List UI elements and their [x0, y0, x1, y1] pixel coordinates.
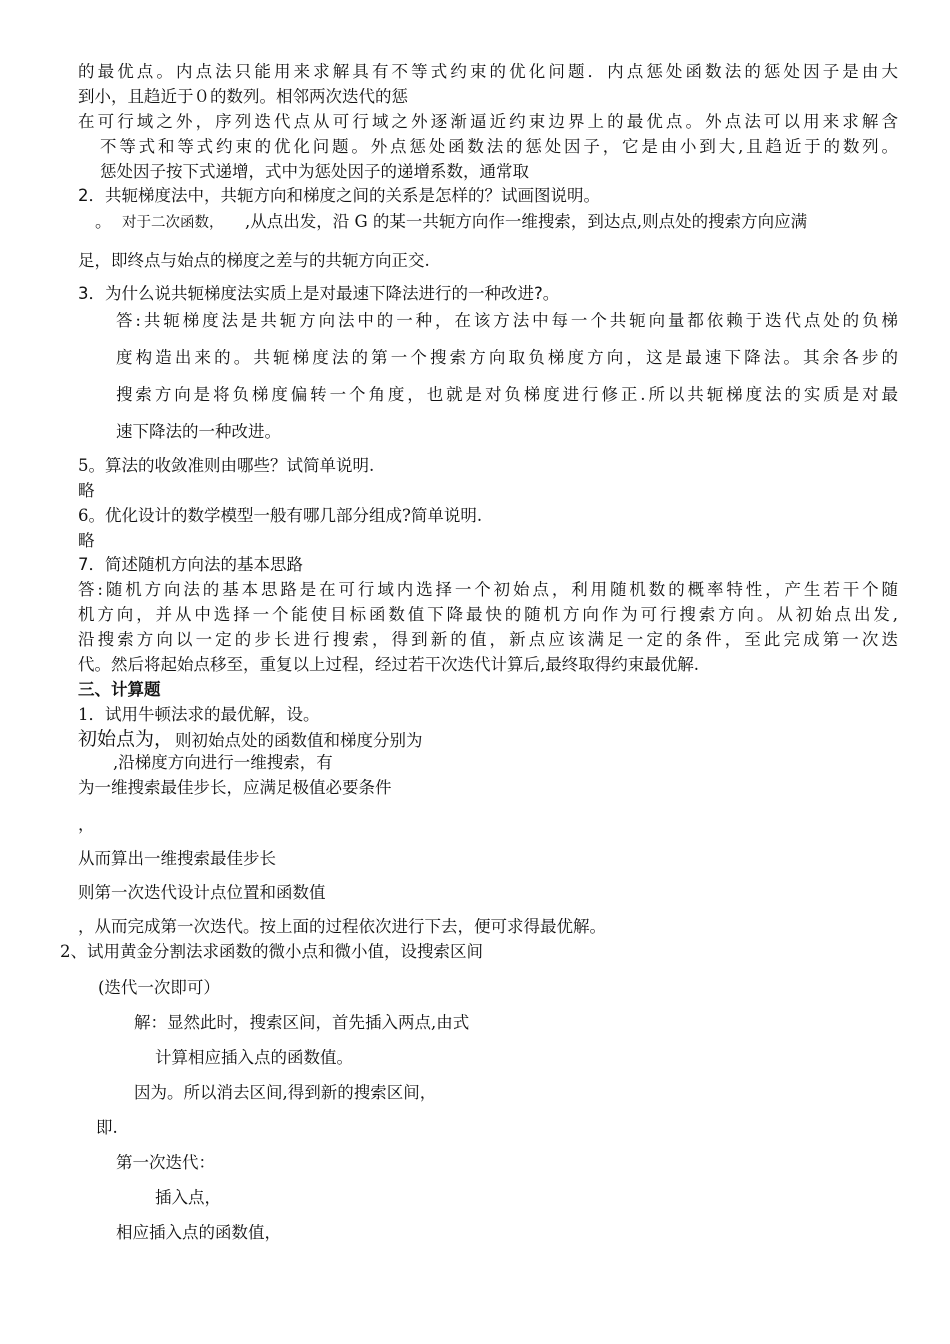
text-line: 答:共轭梯度法是共轭方向法中的一种，在该方法中每一个共轭向量都依赖于迭代点处的负梯	[116, 311, 898, 330]
text-line: 略	[78, 531, 95, 550]
text-line: (迭代一次即可）	[98, 978, 220, 997]
text-line: 速下降法的一种改进。	[116, 422, 281, 441]
question-heading: 6。优化设计的数学模型一般有哪几部分组成?简单说明.	[78, 506, 483, 525]
text-line: 足，即终点与始点的梯度之差与的共轭方向正交.	[78, 251, 430, 270]
text-line: 插入点，	[155, 1188, 221, 1207]
text-line: 略	[78, 481, 95, 500]
text-line: 初始点为，	[78, 728, 174, 750]
section-heading: 三、计算题	[78, 680, 161, 699]
text-line: ,沿梯度方向进行一维搜索，有	[113, 753, 333, 772]
text-line: 则初始点处的函数值和梯度分别为	[175, 731, 423, 750]
text-line: 对于二次函数，	[122, 215, 224, 231]
text-line: ，从而完成第一次迭代。按上面的过程依次进行下去，便可求得最优解。	[78, 917, 606, 936]
question-heading: 1．试用牛顿法求的最优解，设。	[78, 705, 320, 724]
text-line: 解：显然此时，搜索区间，首先插入两点,由式	[134, 1013, 470, 1032]
text-line: 度构造出来的。共轭梯度法的第一个搜索方向取负梯度方向，这是最速下降法。其余各步的	[116, 348, 898, 367]
question-heading: 3．为什么说共轭梯度法实质上是对最速下降法进行的一种改进?。	[78, 284, 560, 303]
text-line: 到小，且趋近于０的数列。相邻两次迭代的惩	[78, 87, 408, 106]
question-heading: 5。算法的收敛准则由哪些？试简单说明.	[78, 456, 375, 475]
text-line: 即.	[96, 1118, 118, 1137]
text-line: 的最优点。内点法只能用来求解具有不等式约束的优化问题．内点惩处函数法的惩处因子是由大	[78, 62, 898, 81]
text-line: 则第一次迭代设计点位置和函数值	[78, 883, 326, 902]
text-line: 机方向，并从中选择一个能使目标函数值下降最快的随机方向作为可行搜索方向。从初始点出发,	[78, 605, 898, 624]
text-line: 第一次迭代：	[116, 1153, 215, 1172]
text-line: 为一维搜索最佳步长，应满足极值必要条件	[78, 778, 392, 797]
text-line: 在可行域之外，序列迭代点从可行域之外逐渐逼近约束边界上的最优点。外点法可以用来求解含	[78, 112, 898, 131]
text-line: 不等式和等式约束的优化问题。外点惩处函数法的惩处因子，它是由小到大,且趋近于的数列。	[100, 137, 898, 156]
question-heading: 2、试用黄金分割法求函数的微小点和微小值，设搜索区间	[60, 942, 483, 961]
text-line: 搜索方向是将负梯度偏转一个角度，也就是对负梯度进行修正.所以共轭梯度法的实质是对最	[116, 385, 898, 404]
text-line: 惩处因子按下式递增，式中为惩处因子的递增系数，通常取	[100, 162, 529, 181]
text-line: ，	[78, 815, 95, 834]
text-line: 相应插入点的函数值，	[116, 1223, 281, 1242]
question-heading: 7．简述随机方向法的基本思路	[78, 555, 303, 574]
question-heading: 2．共轭梯度法中，共轭方向和梯度之间的关系是怎样的？试画图说明。	[78, 186, 600, 205]
text-line: 计算相应插入点的函数值。	[155, 1048, 353, 1067]
text-line: 从而算出一维搜索最佳步长	[78, 849, 276, 868]
text-line: 代。然后将起始点移至，重复以上过程，经过若干次迭代计算后,最终取得约束最优解.	[78, 655, 699, 674]
text-line: 因为。所以消去区间,得到新的搜索区间，	[134, 1083, 437, 1102]
text-line: 答:随机方向法的基本思路是在可行域内选择一个初始点，利用随机数的概率特性，产生若干个随	[78, 580, 898, 599]
text-line: ,从点出发，沿 G 的某一共轭方向作一维搜索，到达点,则点处的搜索方向应满	[245, 212, 808, 231]
text-line: 沿搜索方向以一定的步长进行搜索，得到新的值，新点应该满足一定的条件，至此完成第一次迭	[78, 630, 898, 649]
text-line: 。	[95, 212, 112, 231]
